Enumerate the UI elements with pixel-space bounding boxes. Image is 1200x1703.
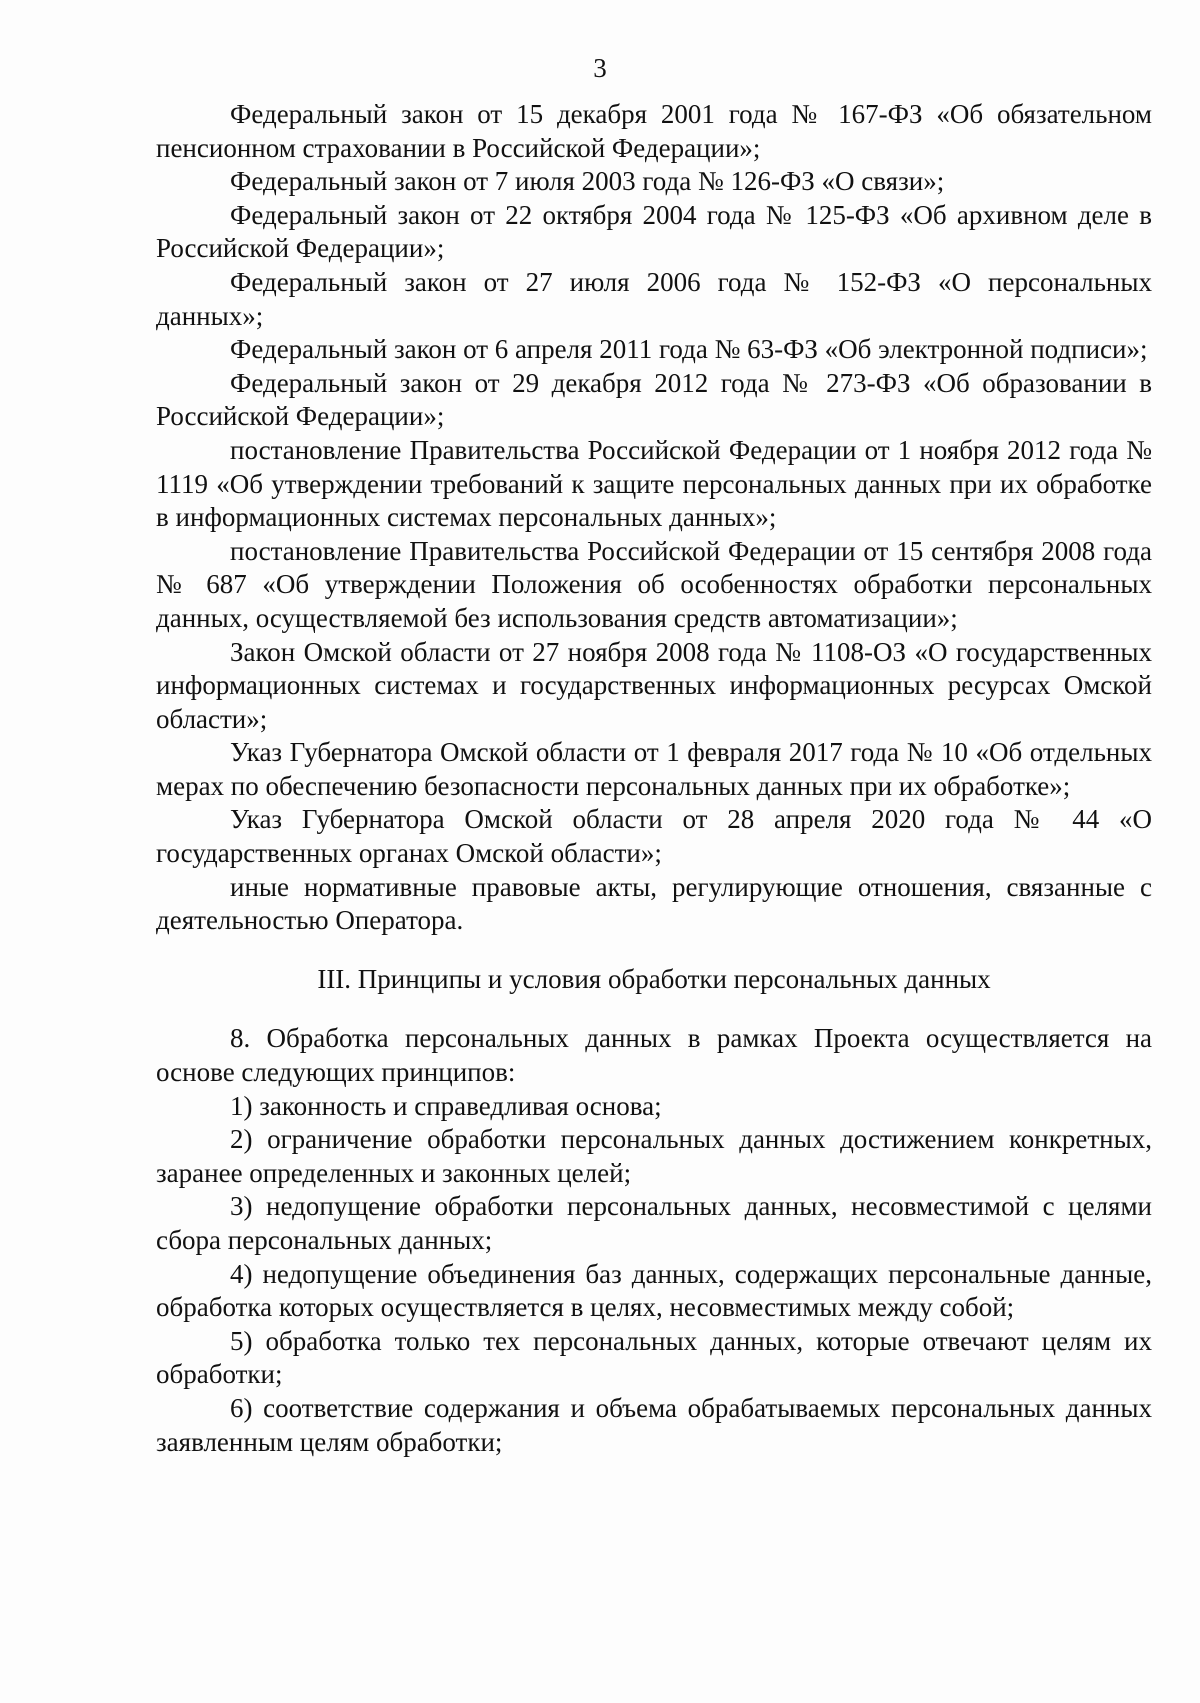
paragraph-decree-10: Указ Губернатора Омской области от 1 февраля 2017 года № 10 «Об отдельных мерах по обеспечению безопасности персональных данных при их обработке»; xyxy=(156,737,1152,801)
paragraph-item-8: 8. Обработка персональных данных в рамках Проекта осуществляется на основе следующих принципов: xyxy=(156,1023,1152,1088)
paragraph-law-126: Федеральный закон от 7 июля 2003 года № 126-ФЗ «О связи»; xyxy=(230,166,945,197)
paragraph-law-125: Федеральный закон от 22 октября 2004 года № 125-ФЗ «Об архивном деле в Российской Федерации»; xyxy=(156,199,1152,264)
list-item-4: 4) недопущение объединения баз данных, содержащих персональные данные, обработка которых осуществляется в целях, несовместимых между собой; xyxy=(156,1258,1152,1323)
paragraph-omsk-law-1108: Закон Омской области от 27 ноября 2008 года № 1108-ОЗ «О государственных информационных системах и государственных информационных ресурсах Омской области»; xyxy=(156,636,1152,734)
list-item-3: 3) недопущение обработки персональных данных, несовместимой с целями сбора персональных данных; xyxy=(156,1191,1152,1255)
section-heading: III. Принципы и условия обработки персональных данных xyxy=(317,963,991,994)
paragraph-law-152: Федеральный закон от 27 июля 2006 года № 152-ФЗ «О персональных данных»; xyxy=(156,266,1152,331)
list-item-6: 6) соответствие содержания и объема обрабатываемых персональных данных заявленным целям обработки; xyxy=(156,1392,1152,1457)
paragraph-law-167: Федеральный закон от 15 декабря 2001 года № 167-ФЗ «Об обязательном пенсионном страховании в Российской Федерации»; xyxy=(156,99,1152,163)
list-item-2: 2) ограничение обработки персональных данных достижением конкретных, заранее определенных и законных целей; xyxy=(156,1124,1152,1188)
paragraph-law-273: Федеральный закон от 29 декабря 2012 года № 273-ФЗ «Об образовании в Российской Федерации»; xyxy=(156,367,1152,432)
paragraph-resolution-687: постановление Правительства Российской Федерации от 15 сентября 2008 года № 687 «Об утверждении Положения об особенностях обработки персональных данных, осуществляемой без использования средств автоматизации»; xyxy=(156,535,1152,633)
list-item-5: 5) обработка только тех персональных данных, которые отвечают целям их обработки; xyxy=(156,1325,1152,1390)
paragraph-decree-44: Указ Губернатора Омской области от 28 апреля 2020 года № 44 «О государственных органах Омской области»; xyxy=(156,804,1152,869)
document-body xyxy=(156,98,1152,1459)
paragraph-law-63: Федеральный закон от 6 апреля 2011 года № 63-ФЗ «Об электронной подписи»; xyxy=(230,334,1148,365)
list-item-1: 1) законность и справедливая основа; xyxy=(230,1090,662,1121)
paragraph-resolution-1119: постановление Правительства Российской Федерации от 1 ноября 2012 года № 1119 «Об утверждении требований к защите персональных данных при их обработке в информационных системах персональных данных»; xyxy=(156,434,1152,533)
page-number: 3 xyxy=(593,53,607,83)
paragraph-other-acts: иные нормативные правовые акты, регулирующие отношения, связанные с деятельностью Оператора. xyxy=(156,871,1152,936)
